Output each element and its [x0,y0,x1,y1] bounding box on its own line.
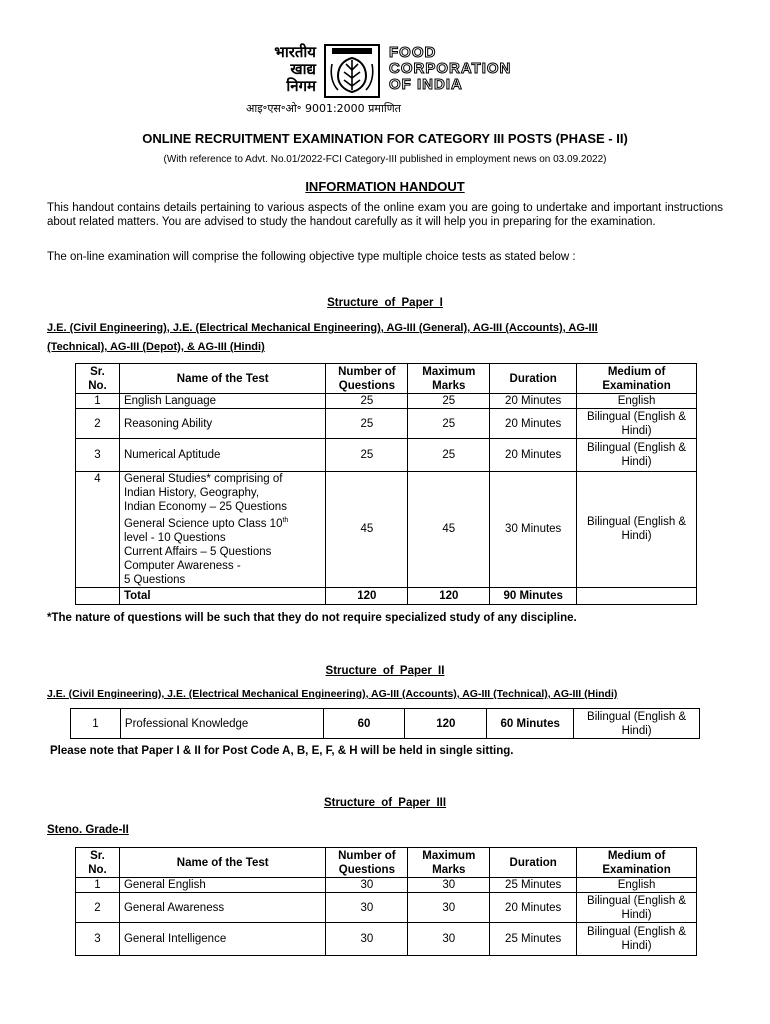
intro-paragraph: This handout contains details pertaining to various aspects of the online exam you are going to undertake and important instructions about related matters. You are advised to study the handout carefully as it will help you in preparing for the examination. [47,202,723,228]
logo-english-text [389,45,511,93]
cell-questions: 45 [326,472,408,588]
cell-questions: 30 [326,923,408,956]
name-line-text: General Science upto Class 10 [123,517,283,530]
paper2-heading: Structure of Paper II [325,665,445,677]
name-line: General Studies* comprising of [123,473,283,485]
cell-questions: 25 [326,409,408,439]
name-line: Computer Awareness - [123,559,241,572]
paper2-note: Please note that Paper I & II for Post Code A, B, E, F, & H will be held in single sitting. [50,745,514,757]
cell-questions: 25 [326,439,408,472]
document-subtitle: (With reference to Advt. No.01/2022-FCI Category-III published in employment news on 03.09.2022) [163,154,607,165]
logo-hindi-line: निगम [286,77,316,95]
header-sr: Sr. No. [76,364,120,394]
cell-medium: Bilingual (English & Hindi) [577,439,697,472]
cell-duration: 20 Minutes [490,394,577,409]
table-row [76,394,697,409]
cell-sr: 1 [71,709,121,739]
cell-total-duration: 90 Minutes [490,587,577,604]
paper2-posts: J.E. (Civil Engineering), J.E. (Electrical Mechanical Engineering), AG-III (Accounts), AG-III (Technical), AG-III (Hindi) [47,688,618,700]
name-line: Indian History, Geography, [123,487,260,499]
logo-hindi-line: खाद्य [290,60,316,78]
paper1-table [75,363,697,605]
table-header-row [76,364,697,394]
cell-name: General English [119,878,325,893]
header-questions: Number of Questions [326,848,408,878]
cell-sr: 1 [76,394,120,409]
cell-marks: 25 [408,394,490,409]
cell-medium: Bilingual (English & Hindi) [577,893,697,923]
paper1-footnote: *The nature of questions will be such that they do not require specialized study of any discipline. [47,612,577,624]
table-row [76,893,697,923]
logo-english-line: OF INDIA [389,76,463,93]
cell-questions: 60 [323,709,405,739]
iso-certification: आइ॰एस॰ओ॰ 9001:2000 प्रमाणित [246,102,401,115]
header-marks: Maximum Marks [408,364,490,394]
cell-questions: 30 [326,878,408,893]
logo-hindi-line: भारतीय [274,43,316,61]
fci-emblem-icon [324,44,380,98]
cell-marks: 45 [408,472,490,588]
header-medium: Medium of Examination [577,364,697,394]
logo-hindi-text [222,44,316,95]
cell-duration: 20 Minutes [490,893,577,923]
cell-sr: 1 [76,878,120,893]
paper3-table [75,847,697,956]
cell-medium: Bilingual (English & Hindi) [574,709,700,739]
cell-medium: Bilingual (English & Hindi) [577,923,697,956]
paper3-heading: Structure of Paper III [323,797,447,809]
document-title: ONLINE RECRUITMENT EXAMINATION FOR CATEGORY III POSTS (PHASE - II) [142,131,628,146]
cell-total-label: Total [119,587,325,604]
paper3-posts: Steno. Grade-II [47,824,129,836]
paper1-posts-line: J.E. (Civil Engineering), J.E. (Electrical Mechanical Engineering), AG-III (General), AG-III (Accounts), AG-III [47,322,598,334]
cell-duration: 25 Minutes [490,878,577,893]
cell-marks: 25 [408,439,490,472]
cell-name: General Awareness [119,893,325,923]
cell-sr: 3 [76,439,120,472]
cell-marks: 30 [408,893,490,923]
header-name: Name of the Test [119,364,325,394]
cell-name [119,472,325,588]
paper1-posts [47,319,598,357]
header-duration: Duration [490,364,577,394]
header-duration: Duration [490,848,577,878]
cell-marks: 120 [405,709,487,739]
cell-medium [577,587,697,604]
cell-duration: 20 Minutes [490,439,577,472]
name-line [124,514,321,531]
cell-marks: 25 [408,409,490,439]
cell-name: Reasoning Ability [119,409,325,439]
header-questions: Number of Questions [326,364,408,394]
logo-english-line: CORPORATION [389,60,512,77]
table-row [76,878,697,893]
cell-sr: 4 [76,472,120,588]
paper1-posts-line: (Technical), AG-III (Depot), & AG-III (Hindi) [47,341,265,353]
cell-medium: English [577,878,697,893]
cell-questions: 25 [326,394,408,409]
cell-questions: 30 [326,893,408,923]
header-marks: Maximum Marks [408,848,490,878]
cell-name: Professional Knowledge [120,709,323,739]
paper1-heading: Structure of Paper I [327,297,443,309]
cell-medium: Bilingual (English & Hindi) [577,472,697,588]
cell-duration: 30 Minutes [490,472,577,588]
cell-marks: 30 [408,878,490,893]
cell-total-marks: 120 [408,587,490,604]
table-total-row [76,587,697,604]
paper2-table [70,708,700,739]
header-medium: Medium of Examination [577,848,697,878]
table-row [76,923,697,956]
table-row [76,439,697,472]
cell-name: General Intelligence [119,923,325,956]
cell-sr: 3 [76,923,120,956]
name-line: level - 10 Questions [123,531,226,544]
cell-medium: Bilingual (English & Hindi) [577,409,697,439]
cell-name: Numerical Aptitude [119,439,325,472]
cell-sr: 2 [76,409,120,439]
intro-paragraph-2: The on-line examination will comprise the following objective type multiple choice tests as stated below : [47,251,576,263]
name-line: 5 Questions [123,573,186,586]
table-row [71,709,700,739]
header-name: Name of the Test [119,848,325,878]
name-line: Indian Economy – 25 Questions [123,501,287,513]
cell-medium: English [577,394,697,409]
logo-english-line: FOOD [389,44,437,61]
superscript: th [282,517,289,524]
cell-marks: 30 [408,923,490,956]
table-row [76,472,697,588]
table-row [76,409,697,439]
cell-sr: 2 [76,893,120,923]
header-sr: Sr. No. [76,848,120,878]
handout-heading: INFORMATION HANDOUT [305,179,465,194]
table-header-row [76,848,697,878]
name-line: Current Affairs – 5 Questions [123,545,272,558]
cell-total-questions: 120 [326,587,408,604]
cell-name: English Language [119,394,325,409]
cell-duration: 60 Minutes [487,709,574,739]
cell-sr [76,587,120,604]
cell-duration: 20 Minutes [490,409,577,439]
cell-duration: 25 Minutes [490,923,577,956]
